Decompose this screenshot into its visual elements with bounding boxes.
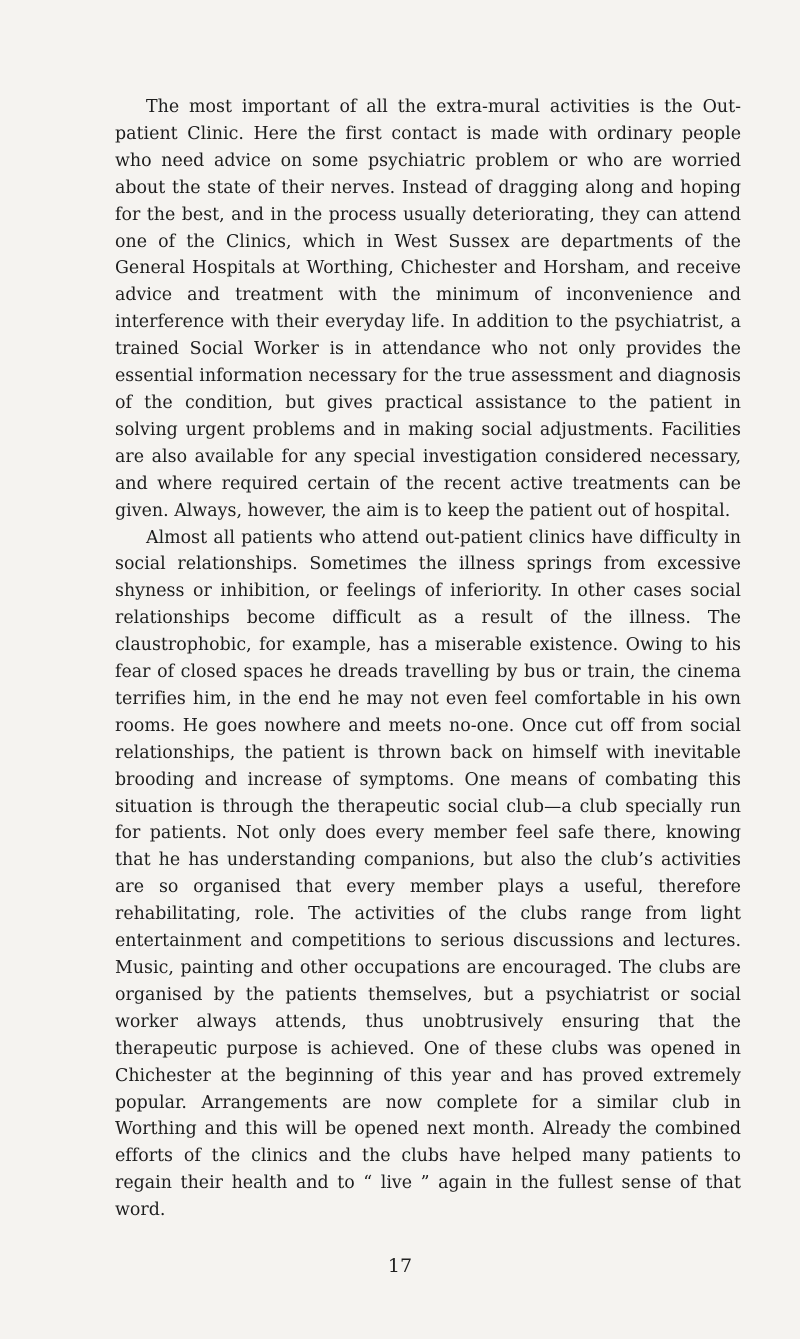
paragraph-outpatient-clinic: The most important of all the extra-mural activities is the Out-patient Clinic. Here the first contact is made with ordinary people who need advice on some psychiatric problem or who are worried about the state of their nerves. Instead of dragging along and hoping for the best, and in the process usually deteriorating, they can attend one of the Clinics, which in West Sussex are departments of the General Hospitals at Worthing, Chichester and Horsham, and receive advice and treatment with the minimum of inconvenience and interference with their everyday life. In addition to the psychiatrist, a trained Social Worker is in attendance who not only provides the essential information necessary for the true assessment and diagnosis of the condition, but gives practical assistance to the patient in solving urgent problems and in making social adjustments. Facilities are also available for any special investigation considered necessary, and where required certain of the recent active treatments can be given. Always, however, the aim is to keep the patient out of hospital. [115,97,741,521]
page-body [115,94,741,1224]
paragraph-social-club: Almost all patients who attend out-patient clinics have difficulty in social relationships. Sometimes the illness springs from excessive shyness or inhibition, or feelings of inferiority. In other cases social relationships become difficult as a result of the illness. The claustrophobic, for example, has a miserable existence. Owing to his fear of closed spaces he dreads travelling by bus or train, the cinema terrifies him, in the end he may not even feel comfortable in his own rooms. He goes nowhere and meets no-one. Once cut off from social relationships, the patient is thrown back on himself with inevitable brooding and increase of symptoms. One means of combating this situation is through the therapeutic social club—a club specially run for patients. Not only does every member feel safe there, knowing that he has understanding companions, but also the club’s activities are so organised that every member plays a useful, therefore rehabilitating, role. The activities of the clubs range from light entertainment and competitions to serious discussions and lectures. Music, painting and other occupations are encouraged. The clubs are organised by the patients themselves, but a psychiatrist or social worker always attends, thus unobtrusively ensuring that the therapeutic purpose is achieved. One of these clubs was opened in Chichester at the beginning of this year and has proved extremely popular. Arrangements are now complete for a similar club in Worthing and this will be opened next month. Already the combined efforts of the clinics and the clubs have helped many patients to regain their health and to “ live ” again in the fullest sense of that word. [115,527,741,1221]
page-number: 17 [387,1255,413,1277]
